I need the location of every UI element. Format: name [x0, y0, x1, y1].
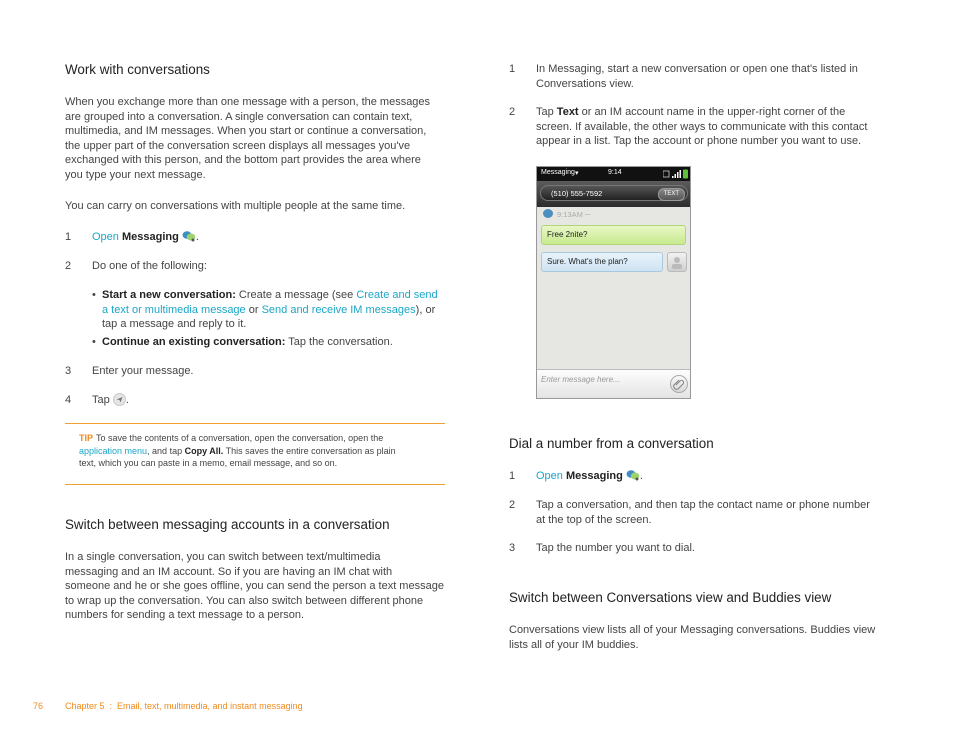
tip-top-rule	[65, 423, 445, 424]
status-clock: 9:14	[608, 169, 622, 176]
tip-bottom-rule	[65, 484, 445, 485]
open-link[interactable]: Open	[92, 231, 119, 243]
step-3: 3 Enter your message.	[65, 365, 194, 377]
right-step-2: 2 Tap Text or an IM account name in the upper-right corner of the screen. If available, the other ways to communicate with this contact appear in a list. Tap the account or phone number you want to use.	[509, 106, 868, 148]
message-compose-area[interactable]	[537, 369, 691, 399]
message-timestamp: 9:13AM ─	[557, 210, 591, 219]
multiple-people-paragraph: You can carry on conversations with multiple people at the same time.	[65, 200, 406, 212]
im-status-icon	[543, 209, 553, 218]
dial-step-2: 2 Tap a conversation, and then tap the contact name or phone number at the top of the screen.	[509, 499, 870, 526]
contact-pill[interactable]	[540, 185, 688, 201]
section-title-switch-accounts: Switch between messaging accounts in a conversation	[65, 517, 390, 532]
contact-number[interactable]: (510) 555-7592	[551, 189, 603, 198]
phone-conversation-header	[537, 181, 691, 207]
right-step-1: 1 In Messaging, start a new conversation or open one that's listed in Conversations view.	[509, 63, 858, 90]
attach-icon[interactable]	[670, 375, 688, 393]
signal-battery-icon	[663, 169, 689, 179]
tip-label: TIP	[79, 433, 94, 443]
open-link-dial[interactable]: Open	[536, 470, 563, 482]
dial-step-1: 1 Open Messaging .	[509, 470, 643, 482]
page-number: 76	[33, 701, 44, 711]
step-4: 4 Tap .	[65, 394, 129, 406]
contact-avatar	[667, 252, 687, 272]
create-and-send-link[interactable]: Create and send	[356, 289, 438, 301]
phone-conversation-screenshot	[536, 166, 691, 399]
section-title-switch-views: Switch between Conversations view and Buddies view	[509, 590, 832, 605]
messaging-app-icon	[626, 469, 640, 481]
tip-box: TIP To save the contents of a conversation, open the conversation, open the application menu, and tap Copy All. This saves the entire conversation as plain text, which you can paste in a memo, email message, and so on.	[79, 433, 396, 469]
message-input[interactable]: Enter message here...	[541, 375, 620, 384]
bullet-start-new-conversation: • Start a new conversation: Create a message (see Create and send a text or multimedia message or Send and receive IM messages), or tap a message and reply to it.	[92, 289, 438, 331]
intro-paragraph: When you exchange more than one message with a person, the messages are grouped into a conversation. A single conversation can contain text, multimedia, and IM messages. When you start or continue a conversation, the upper part of the conversation screen displays all messages you've exchanged with this person, and the bottom part provides the area where you type your next message.	[65, 96, 431, 181]
switch-accounts-paragraph: In a single conversation, you can switch between text/multimedia messaging and an IM account. So if you are having an IM chat with someone and he or she goes offline, you can send the person a text message to wrap up the conversation. You can also switch between different phone numbers for sending a text message to a person.	[65, 551, 444, 622]
switch-views-paragraph: Conversations view lists all of your Messaging conversations. Buddies view lists all of your IM buddies.	[509, 624, 876, 651]
dial-step-3: 3 Tap the number you want to dial.	[509, 542, 695, 554]
text-account-button[interactable]: TEXT	[658, 188, 685, 201]
messaging-app-icon	[182, 230, 196, 242]
create-and-send-link-cont[interactable]: a text or multimedia message	[102, 303, 246, 316]
bullet-continue-conversation: • Continue an existing conversation: Tap the conversation.	[92, 336, 393, 348]
section-title-work-with-conversations: Work with conversations	[65, 62, 210, 77]
chapter-footer: Chapter 5 : Email, text, multimedia, and instant messaging	[65, 701, 303, 711]
phone-status-bar	[537, 167, 691, 181]
section-title-dial-number: Dial a number from a conversation	[509, 436, 714, 451]
status-app-name: Messaging	[541, 169, 575, 176]
received-message-bubble[interactable]: Free 2nite?	[541, 225, 686, 245]
send-icon	[113, 393, 126, 406]
step-1-open-messaging: 1 Open Messaging .	[65, 231, 199, 243]
status-dropdown-icon: ▾	[575, 170, 579, 177]
application-menu-link[interactable]: application menu	[79, 445, 148, 456]
step-2: 2 Do one of the following:	[65, 260, 207, 272]
send-receive-im-link[interactable]: Send and receive IM messages	[261, 303, 416, 316]
sent-message-bubble[interactable]: Sure. What's the plan?	[541, 252, 663, 272]
